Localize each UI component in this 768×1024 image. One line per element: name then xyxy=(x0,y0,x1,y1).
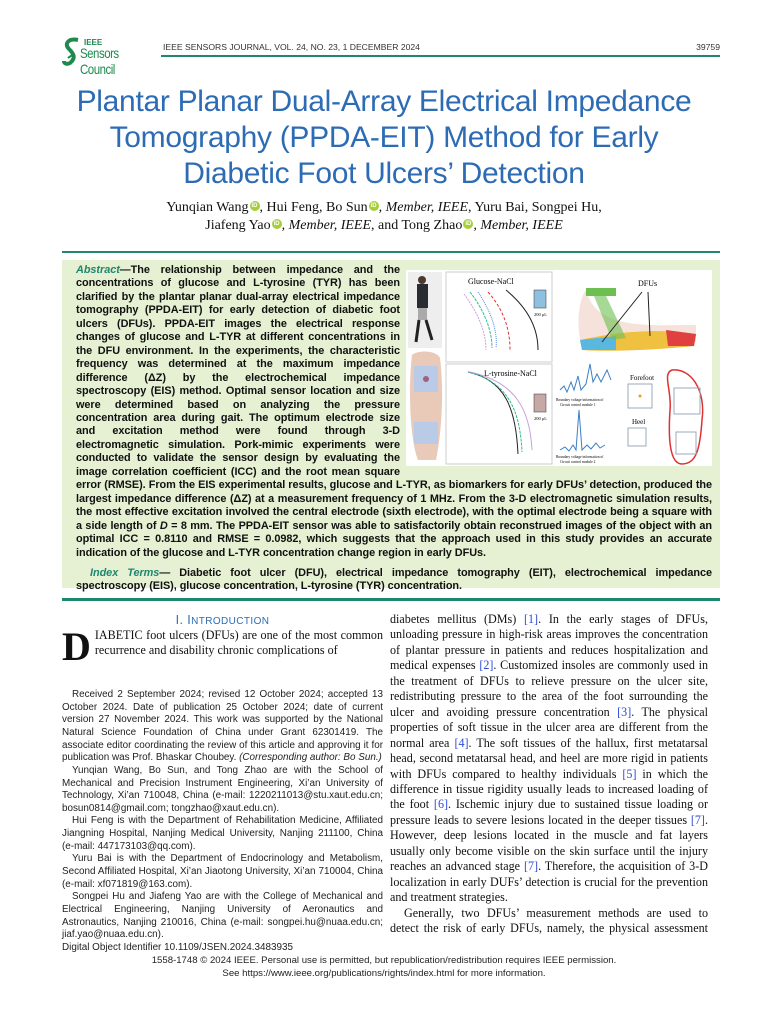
boundary-voltage-label: Boundary voltage information of xyxy=(556,398,604,402)
index-terms-label: Index Terms xyxy=(90,566,160,579)
footnote-affiliation: Hui Feng is with the Department of Rehabilitation Medicine, Affiliated Jiangning Hospital, Nanjing Medical University, Nanjing 211100, China (e-mail: 447173103@qq.com). xyxy=(62,815,383,852)
author-name: Jiafeng Yao xyxy=(205,218,271,233)
orcid-icon[interactable]: iD xyxy=(251,203,258,209)
body-text: . Therefore, the acquisition of 3-D localization in early DUFs’ detection is crucial for the prevention and treatment strategies. xyxy=(390,859,708,905)
citation-link[interactable]: [6] xyxy=(433,797,449,812)
body-text: . Ischemic injury due to sustained tissue loading or pressure leads to severe lesions located in the deeper tissues xyxy=(390,797,708,827)
footnote-text: Received 2 September 2024; revised 12 October 2024; accepted 13 October 2024. Date of publication 25 October 2024; date of current version 27 November 2024. This work was supported by the National Natural Science Foundation of China under Grant 62301419. The associate editor coordinating the review of this article and approving it for publication was Prof. Bhaskar Choubey. xyxy=(62,688,383,764)
citation-link[interactable]: [1] xyxy=(523,612,539,626)
header-divider xyxy=(161,55,720,57)
member-tag: , Member, IEEE xyxy=(281,218,372,233)
volume-label: 200 μL xyxy=(534,416,548,421)
title-line: Diabetic Foot Ulcers’ Detection xyxy=(183,157,585,190)
abstract-symbol: D xyxy=(159,519,168,532)
glucose-plot-label: Glucose-NaCl xyxy=(468,277,514,286)
footnote-affiliation: Yuru Bai is with the Department of Endocrinology and Metabolism, Second Affiliated Hospital, Xi’an Jiaotong University, Xi’an 710004, China (e-mail: xf071819@163.com). xyxy=(62,853,383,890)
abstract-divider xyxy=(62,598,720,601)
forefoot-label: Forefoot xyxy=(630,374,655,382)
footnote-affiliation: Yunqian Wang, Bo Sun, and Tong Zhao are with the School of Mechanical and Precision Instrument Engineering, Xi’an University of Technology, Xi’an 710048, China (e-mail: 1220211013@stu.xaut.edu.cn; bosun0814@gmail.com; tongzhao@xaut.edu.cn). xyxy=(62,764,383,814)
index-terms xyxy=(76,567,712,594)
boundary-voltage-label: Boundary voltage information of xyxy=(556,455,604,459)
dfus-label: DFUs xyxy=(638,279,658,288)
logo-sensors-council-text: Sensors Council xyxy=(80,45,119,77)
page-footer xyxy=(0,955,768,980)
logo-ieee-text: IEEE xyxy=(84,38,103,47)
paper-title xyxy=(40,84,728,192)
section-heading-introduction xyxy=(62,613,383,627)
ieee-sensors-council-logo xyxy=(62,36,162,77)
intro-text: IABETIC foot ulcers (DFUs) are one of the most common recurrence and disability chronic complications of xyxy=(94,628,383,658)
author-name: , Hui Feng, Bo Sun xyxy=(259,200,368,215)
citation-link[interactable]: [2] xyxy=(479,658,494,673)
title-line: Plantar Planar Dual-Array Electrical Impedance xyxy=(76,85,692,118)
author-name: Yunqian Wang xyxy=(166,200,249,215)
citation-link[interactable]: [4] xyxy=(454,735,469,750)
citation-link[interactable]: [5] xyxy=(622,766,637,781)
copyright-line: 1558-1748 © 2024 IEEE. Personal use is permitted, but republication/redistribution requires IEEE permission. xyxy=(151,955,617,966)
boundary-voltage-label: Circuit control module 1 xyxy=(560,403,596,407)
body-text: diabetes mellitus (DMs) xyxy=(390,612,524,626)
heel-label: Heel xyxy=(632,418,646,426)
citation-link[interactable]: [7] xyxy=(523,859,539,874)
title-divider xyxy=(62,251,720,253)
orcid-icon[interactable]: iD xyxy=(370,203,377,209)
body-text: . The soft tissues of the hallux, first metatarsal head, second metatarsal head, and heel are more rigid in patients with DFUs compared to healthy individuals xyxy=(390,735,708,781)
citation-link[interactable]: [3] xyxy=(617,704,632,719)
section-number: I. I xyxy=(175,613,192,627)
journal-name: IEEE SENSORS JOURNAL, VOL. 24, NO. 23, 1 DECEMBER 2024 xyxy=(163,42,420,52)
title-line: Tomography (PPDA-EIT) Method for Early xyxy=(109,121,659,154)
boundary-voltage-label: Circuit control module 2 xyxy=(560,460,596,464)
body-text: . In the early stages of DFUs, unloading pressure in high-risk areas improves the concentration of plantar pressure in patients and reduces hospitalization and medical expenses xyxy=(390,612,708,673)
footnotes xyxy=(62,689,383,955)
page-header xyxy=(62,36,720,77)
footnote-received xyxy=(62,689,383,765)
body-text: . However, deep lesions located in the muscle and fat layers usually only become visible on the skin surface until the injury reaches an advanced stage xyxy=(390,812,708,874)
corresponding-author: (Corresponding author: Bo Sun.) xyxy=(239,752,382,764)
citation-link[interactable]: [7] xyxy=(690,812,705,827)
body-paragraph: Generally, two DFUs’ measurement methods are used to detect the risk of early DFUs, namely, the physical assessment xyxy=(390,905,708,936)
doi[interactable]: Digital Object Identifier 10.1109/JSEN.2024.3483935 xyxy=(62,942,293,954)
member-tag: , Member, IEEE xyxy=(378,200,469,215)
intro-paragraph xyxy=(62,624,383,669)
abstract-label: Abstract xyxy=(76,264,120,276)
abstract-body: = 8 mm. The PPDA-EIT sensor was able to satisfactorily obtain reconstrued images of the object with an optimal ICC = 0.8110 and RMSE = 0.0982, which suggests that the approach used in this study provides an accurate indication of the glucose and L-TYR concentration change region in early DFUs. xyxy=(76,519,712,559)
drop-cap: D xyxy=(62,624,91,669)
body-text: . The physical properties of soft tissue in the ulcer area are different from the normal area xyxy=(390,704,708,750)
author-name: , and Tong Zhao xyxy=(371,218,463,233)
volume-label: 200 μL xyxy=(534,312,548,317)
tyrosine-plot-label: L-tyrosine-NaCl xyxy=(484,369,537,378)
body-paragraph xyxy=(390,612,708,906)
left-column xyxy=(62,613,383,955)
right-column xyxy=(390,612,708,937)
orcid-icon[interactable]: iD xyxy=(465,221,472,227)
footnote-affiliation: Songpei Hu and Jiafeng Yao are with the College of Mechanical and Electrical Engineering, Nanjing University of Aeronautics and Astronautics, Nanjing 210016, China (e-mail: songpei.hu@nuaa.edu.cn; jiaf.yao@nuaa.edu.cn). xyxy=(62,891,383,941)
abstract-box xyxy=(62,260,720,593)
orcid-icon[interactable]: iD xyxy=(273,221,280,227)
abstract-body: —The relationship between impedance and the concentrations of glucose and L-tyrosine (TYR) has been clarified by the plantar planar dual-array electrical impedance tomography (PPDA-EIT) for early detection of diabetic foot ulcers (DFUs). PPDA-EIT images the electrical response changes of glucose and L-TYR at different concentrations in the DFU environment. In the experiments, the characteristic frequency was determined at the maximum impedance difference (ΔZ) by the electrochemical impedance spectroscopy (EIS) method. Optimal sensor location and size were determined based on analyzing the pressure concentration area during gait. The optimum electrode size and excitation method were found through 3-D electromagnetic simulation. Pork-mimic experiments were conducted to validate the sensor design by evaluating the image correlation coefficient (ICC) and the root mean square error (RMSE). From the EIS experimental results, glucose and L-TYR, as biomarkers for early DFUs’ detection, produced the largest impedance difference (ΔZ) at a measurement frequency of 1 MHz. From the 3-D electromagnetic simulation results, the most effective excitation involved the central electrode (sixth electrode), with the optimal electrode being a square with a side length of xyxy=(76,264,712,532)
section-title: NTRODUCTION xyxy=(191,616,270,627)
body-text: . Customized insoles are commonly used in the treatment of DFUs to relieve pressure on the ulcer site, redistributing pressure to the area of the foot surrounding the ulcer and avoiding pressure concentration xyxy=(390,658,708,719)
index-terms-text: — Diabetic foot ulcer (DFU), electrical impedance tomography (EIT), electrochemical impedance spectroscopy (EIS), glucose concentration, L-tyrosine (TYR) concentration. xyxy=(76,566,712,593)
graphical-abstract-figure xyxy=(406,270,712,466)
member-tag: , Member, IEEE xyxy=(473,218,563,233)
body-text: in which the difference in tissue rigidity usually leads to increased loading of the foot xyxy=(390,766,708,812)
author-name: , Yuru Bai, Songpei Hu, xyxy=(468,200,602,215)
rights-link-line: See https://www.ieee.org/publications/rights/index.html for more information. xyxy=(222,967,546,979)
author-list xyxy=(40,199,728,235)
page-number: 39759 xyxy=(696,42,720,52)
